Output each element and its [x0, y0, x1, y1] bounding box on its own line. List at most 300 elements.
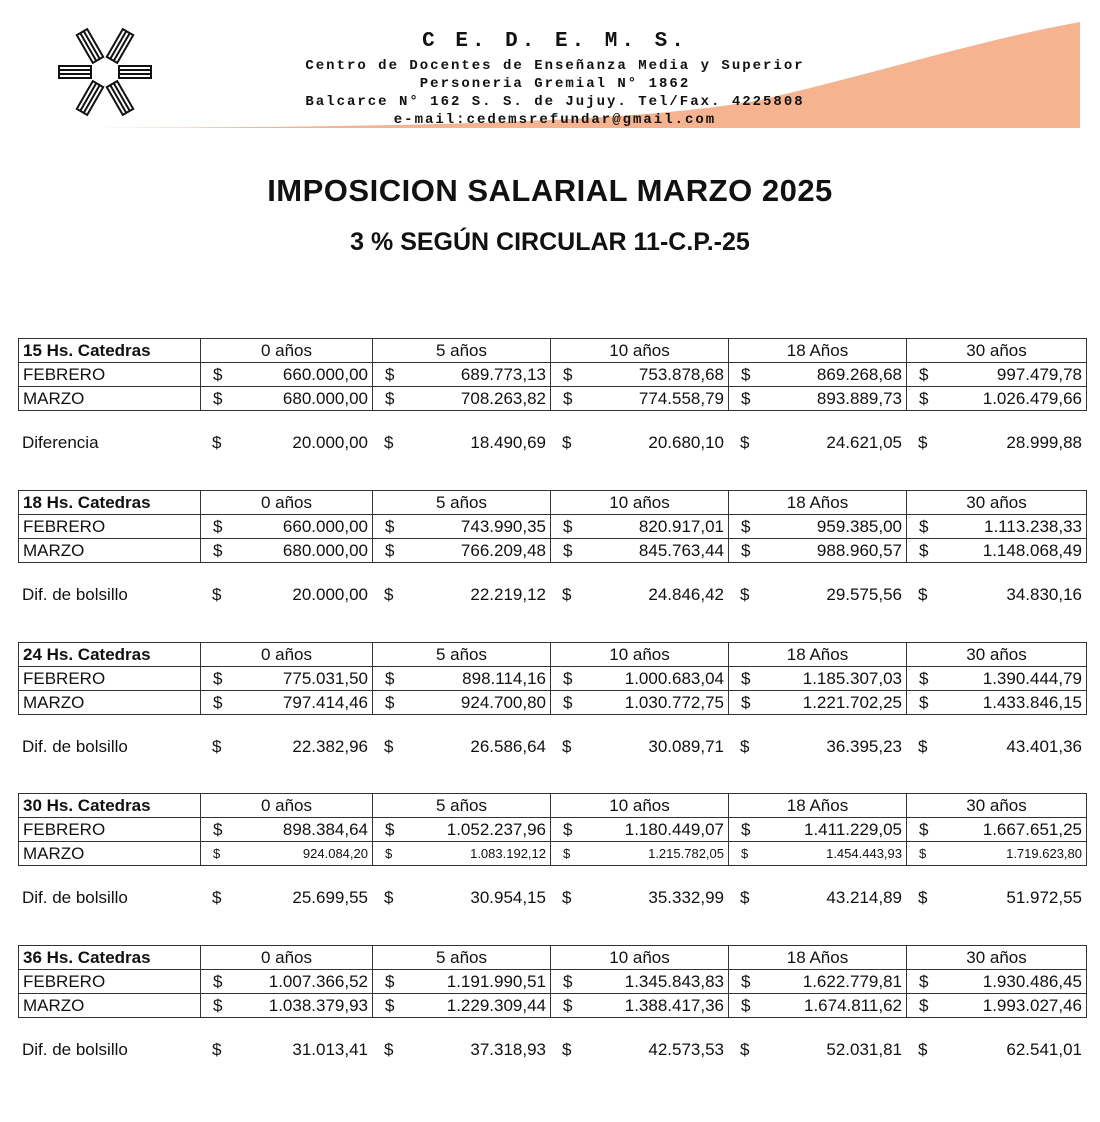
currency-symbol: $ [212, 585, 222, 604]
amount-value: 893.889,73 [816, 389, 902, 408]
difference-row [18, 431, 1086, 455]
difference-cell [906, 583, 1086, 607]
amount-value: 924.700,80 [460, 693, 546, 712]
amount-value: 774.558,79 [638, 389, 724, 408]
difference-value: 42.573,53 [648, 1040, 724, 1059]
currency-symbol: $ [740, 888, 750, 907]
amount-value: 845.763,44 [638, 541, 724, 560]
currency-symbol: $ [740, 433, 750, 452]
amount-cell [373, 970, 551, 994]
currency-symbol: $ [563, 693, 573, 712]
amount-cell [373, 994, 551, 1018]
month-label: FEBRERO [19, 818, 201, 842]
currency-symbol: $ [212, 433, 222, 452]
currency-symbol: $ [213, 996, 223, 1015]
difference-cell [728, 1038, 906, 1062]
currency-symbol: $ [384, 433, 394, 452]
currency-symbol: $ [385, 541, 395, 560]
amount-cell [907, 994, 1087, 1018]
currency-symbol: $ [562, 1040, 572, 1059]
currency-symbol: $ [919, 541, 929, 560]
amount-value: 1.026.479,66 [982, 389, 1082, 408]
amount-value: 775.031,50 [282, 669, 368, 688]
currency-symbol: $ [213, 541, 223, 560]
currency-symbol: $ [740, 737, 750, 756]
difference-label: Diferencia [22, 433, 99, 452]
currency-symbol: $ [385, 972, 395, 991]
currency-symbol: $ [740, 1040, 750, 1059]
years-header: 5 años [373, 643, 551, 667]
amount-cell [907, 515, 1087, 539]
currency-symbol: $ [562, 888, 572, 907]
difference-row [18, 735, 1086, 759]
amount-cell [201, 515, 373, 539]
currency-symbol: $ [919, 365, 929, 384]
salary-section [18, 793, 1086, 910]
month-label: MARZO [19, 842, 201, 866]
currency-symbol: $ [741, 365, 751, 384]
difference-cell [200, 735, 372, 759]
difference-cell [200, 431, 372, 455]
currency-symbol: $ [213, 972, 223, 991]
years-header: 30 años [907, 643, 1087, 667]
currency-symbol: $ [213, 389, 223, 408]
month-label: MARZO [19, 691, 201, 715]
amount-cell [373, 539, 551, 563]
currency-symbol: $ [563, 846, 571, 861]
salary-table [18, 642, 1087, 715]
currency-symbol: $ [212, 737, 222, 756]
difference-cell [550, 886, 728, 910]
table-header-row [19, 339, 1087, 363]
difference-value: 18.490,69 [470, 433, 546, 452]
years-header: 10 años [551, 946, 729, 970]
amount-value: 1.221.702,25 [802, 693, 902, 712]
difference-value: 24.621,05 [826, 433, 902, 452]
amount-value: 898.114,16 [462, 669, 546, 688]
amount-cell [201, 691, 373, 715]
currency-symbol: $ [384, 1040, 394, 1059]
difference-label: Dif. de bolsillo [22, 585, 128, 604]
currency-symbol: $ [213, 820, 223, 839]
table-row [19, 970, 1087, 994]
currency-symbol: $ [563, 541, 573, 560]
org-full-name: Centro de Docentes de Enseñanza Media y Superior [305, 58, 805, 74]
amount-value: 743.990,35 [460, 517, 546, 536]
currency-symbol: $ [385, 820, 395, 839]
amount-value: 680.000,00 [282, 389, 368, 408]
amount-value: 753.878,68 [638, 365, 724, 384]
years-header: 0 años [201, 339, 373, 363]
years-header: 5 años [373, 339, 551, 363]
amount-value: 1.083.192,12 [470, 846, 546, 861]
amount-cell [907, 842, 1087, 866]
month-label: FEBRERO [19, 970, 201, 994]
amount-value: 1.215.782,05 [648, 846, 724, 861]
currency-symbol: $ [918, 585, 928, 604]
years-header: 10 años [551, 339, 729, 363]
difference-row [18, 886, 1086, 910]
amount-cell [551, 842, 729, 866]
years-header: 0 años [201, 643, 373, 667]
currency-symbol: $ [741, 820, 751, 839]
amount-cell [907, 691, 1087, 715]
salary-section [18, 945, 1086, 1062]
difference-value: 43.214,89 [826, 888, 902, 907]
amount-cell [729, 818, 907, 842]
years-header: 18 Años [729, 794, 907, 818]
amount-cell [729, 842, 907, 866]
currency-symbol: $ [563, 820, 573, 839]
amount-value: 1.345.843,83 [624, 972, 724, 991]
amount-cell [729, 667, 907, 691]
years-header: 0 años [201, 946, 373, 970]
years-header: 10 años [551, 491, 729, 515]
currency-symbol: $ [384, 737, 394, 756]
currency-symbol: $ [384, 888, 394, 907]
amount-cell [201, 387, 373, 411]
years-header: 0 años [201, 794, 373, 818]
amount-value: 689.773,13 [460, 365, 546, 384]
amount-cell [373, 515, 551, 539]
difference-cell [372, 1038, 550, 1062]
difference-row [18, 583, 1086, 607]
amount-value: 924.084,20 [302, 846, 368, 861]
years-header: 5 años [373, 794, 551, 818]
currency-symbol: $ [919, 972, 929, 991]
currency-symbol: $ [213, 517, 223, 536]
amount-cell [907, 818, 1087, 842]
amount-value: 1.000.683,04 [624, 669, 724, 688]
difference-cell [728, 886, 906, 910]
currency-symbol: $ [213, 669, 223, 688]
difference-cell [200, 583, 372, 607]
amount-value: 1.719.623,80 [1006, 846, 1082, 861]
amount-value: 1.052.237,96 [446, 820, 546, 839]
difference-value: 51.972,55 [1006, 888, 1082, 907]
amount-cell [201, 363, 373, 387]
amount-cell [907, 363, 1087, 387]
currency-symbol: $ [919, 389, 929, 408]
amount-value: 1.185.307,03 [802, 669, 902, 688]
amount-cell [551, 387, 729, 411]
difference-row [18, 1038, 1086, 1062]
amount-value: 997.479,78 [996, 365, 1082, 384]
section-label: 18 Hs. Catedras [19, 491, 201, 515]
amount-cell [201, 842, 373, 866]
month-label: MARZO [19, 539, 201, 563]
amount-cell [201, 539, 373, 563]
amount-value: 708.263,82 [460, 389, 546, 408]
table-header-row [19, 491, 1087, 515]
difference-cell [372, 886, 550, 910]
section-label: 24 Hs. Catedras [19, 643, 201, 667]
difference-value: 20.000,00 [292, 433, 368, 452]
currency-symbol: $ [212, 1040, 222, 1059]
difference-value: 24.846,42 [648, 585, 724, 604]
difference-table [18, 431, 1086, 455]
table-header-row [19, 946, 1087, 970]
currency-symbol: $ [741, 669, 751, 688]
currency-symbol: $ [563, 972, 573, 991]
amount-value: 869.268,68 [816, 365, 902, 384]
month-label: MARZO [19, 994, 201, 1018]
currency-symbol: $ [741, 846, 749, 861]
amount-value: 797.414,46 [282, 693, 368, 712]
amount-value: 1.007.366,52 [268, 972, 368, 991]
currency-symbol: $ [741, 972, 751, 991]
currency-symbol: $ [741, 693, 751, 712]
amount-value: 1.388.417,36 [624, 996, 724, 1015]
month-label: MARZO [19, 387, 201, 411]
currency-symbol: $ [563, 389, 573, 408]
salary-table [18, 793, 1087, 866]
difference-value: 30.954,15 [470, 888, 546, 907]
difference-value: 43.401,36 [1006, 737, 1082, 756]
currency-symbol: $ [918, 1040, 928, 1059]
amount-value: 1.030.772,75 [624, 693, 724, 712]
difference-cell [550, 735, 728, 759]
amount-cell [729, 387, 907, 411]
table-row [19, 363, 1087, 387]
difference-cell [372, 735, 550, 759]
org-email: e-mail:cedemsrefundar@gmail.com [393, 112, 717, 128]
years-header: 18 Años [729, 946, 907, 970]
amount-value: 1.038.379,93 [268, 996, 368, 1015]
table-row [19, 994, 1087, 1018]
difference-cell [550, 583, 728, 607]
amount-value: 1.113.238,33 [984, 517, 1082, 536]
amount-cell [907, 387, 1087, 411]
currency-symbol: $ [563, 517, 573, 536]
salary-table [18, 490, 1087, 563]
years-header: 30 años [907, 491, 1087, 515]
currency-symbol: $ [213, 846, 221, 861]
currency-symbol: $ [385, 389, 395, 408]
difference-value: 26.586,64 [470, 737, 546, 756]
amount-value: 988.960,57 [816, 541, 902, 560]
difference-value: 28.999,88 [1006, 433, 1082, 452]
currency-symbol: $ [918, 433, 928, 452]
difference-value: 36.395,23 [826, 737, 902, 756]
amount-cell [373, 387, 551, 411]
amount-value: 1.454.443,93 [826, 846, 902, 861]
years-header: 5 años [373, 946, 551, 970]
amount-value: 959.385,00 [816, 517, 902, 536]
currency-symbol: $ [385, 669, 395, 688]
years-header: 30 años [907, 339, 1087, 363]
currency-symbol: $ [919, 693, 929, 712]
amount-cell [373, 667, 551, 691]
amount-cell [551, 363, 729, 387]
amount-value: 1.674.811,62 [804, 996, 902, 1015]
difference-value: 37.318,93 [470, 1040, 546, 1059]
amount-cell [373, 818, 551, 842]
table-row [19, 667, 1087, 691]
amount-cell [551, 515, 729, 539]
amount-cell [551, 994, 729, 1018]
currency-symbol: $ [385, 846, 393, 861]
years-header: 10 años [551, 643, 729, 667]
years-header: 0 años [201, 491, 373, 515]
years-header: 18 Años [729, 491, 907, 515]
currency-symbol: $ [562, 433, 572, 452]
document-subtitle: 3 % SEGÚN CIRCULAR 11-C.P.-25 [350, 228, 750, 256]
difference-label: Dif. de bolsillo [22, 737, 128, 756]
difference-value: 22.382,96 [292, 737, 368, 756]
amount-cell [729, 691, 907, 715]
difference-value: 52.031,81 [826, 1040, 902, 1059]
currency-symbol: $ [563, 669, 573, 688]
table-row [19, 842, 1087, 866]
difference-value: 30.089,71 [648, 737, 724, 756]
amount-value: 1.433.846,15 [982, 693, 1082, 712]
table-row [19, 691, 1087, 715]
amount-value: 898.384,64 [282, 820, 368, 839]
amount-value: 1.390.444,79 [982, 669, 1082, 688]
amount-value: 1.993.027,46 [982, 996, 1082, 1015]
amount-cell [201, 818, 373, 842]
difference-value: 34.830,16 [1006, 585, 1082, 604]
month-label: FEBRERO [19, 515, 201, 539]
currency-symbol: $ [562, 585, 572, 604]
table-row [19, 818, 1087, 842]
currency-symbol: $ [212, 888, 222, 907]
difference-table [18, 1038, 1086, 1062]
month-label: FEBRERO [19, 667, 201, 691]
amount-value: 1.411.229,05 [804, 820, 902, 839]
salary-section [18, 642, 1086, 759]
currency-symbol: $ [741, 389, 751, 408]
currency-symbol: $ [919, 517, 929, 536]
amount-cell [907, 667, 1087, 691]
difference-cell [728, 735, 906, 759]
amount-cell [551, 667, 729, 691]
difference-table [18, 583, 1086, 607]
table-row [19, 387, 1087, 411]
amount-value: 660.000,00 [282, 517, 368, 536]
difference-table [18, 735, 1086, 759]
pencils-star-icon [50, 22, 160, 122]
difference-cell [550, 431, 728, 455]
amount-value: 1.667.651,25 [982, 820, 1082, 839]
difference-cell [906, 886, 1086, 910]
salary-table [18, 338, 1087, 411]
years-header: 30 años [907, 946, 1087, 970]
table-row [19, 539, 1087, 563]
difference-value: 31.013,41 [292, 1040, 368, 1059]
amount-cell [551, 691, 729, 715]
difference-value: 35.332,99 [648, 888, 724, 907]
amount-value: 766.209,48 [460, 541, 546, 560]
difference-cell [550, 1038, 728, 1062]
difference-label: Dif. de bolsillo [22, 1040, 128, 1059]
difference-value: 62.541,01 [1006, 1040, 1082, 1059]
amount-cell [729, 994, 907, 1018]
amount-cell [201, 994, 373, 1018]
org-address: Balcarce N° 162 S. S. de Jujuy. Tel/Fax. 4225808 [305, 94, 805, 110]
table-row [19, 515, 1087, 539]
difference-value: 29.575,56 [826, 585, 902, 604]
currency-symbol: $ [741, 996, 751, 1015]
amount-cell [551, 970, 729, 994]
currency-symbol: $ [740, 585, 750, 604]
section-label: 30 Hs. Catedras [19, 794, 201, 818]
difference-cell [906, 1038, 1086, 1062]
years-header: 18 Años [729, 339, 907, 363]
currency-symbol: $ [563, 365, 573, 384]
years-header: 18 Años [729, 643, 907, 667]
amount-cell [907, 970, 1087, 994]
difference-cell [906, 735, 1086, 759]
years-header: 10 años [551, 794, 729, 818]
salary-section [18, 490, 1086, 607]
amount-cell [907, 539, 1087, 563]
amount-value: 1.622.779,81 [802, 972, 902, 991]
difference-cell [200, 1038, 372, 1062]
table-header-row [19, 643, 1087, 667]
amount-cell [201, 667, 373, 691]
currency-symbol: $ [385, 365, 395, 384]
amount-value: 1.191.990,51 [446, 972, 546, 991]
currency-symbol: $ [385, 996, 395, 1015]
amount-value: 1.148.068,49 [982, 541, 1082, 560]
amount-value: 660.000,00 [282, 365, 368, 384]
currency-symbol: $ [213, 365, 223, 384]
currency-symbol: $ [384, 585, 394, 604]
amount-cell [551, 539, 729, 563]
amount-value: 680.000,00 [282, 541, 368, 560]
amount-cell [729, 363, 907, 387]
amount-value: 1.930.486,45 [982, 972, 1082, 991]
difference-cell [728, 583, 906, 607]
difference-cell [906, 431, 1086, 455]
difference-cell [728, 431, 906, 455]
difference-cell [372, 583, 550, 607]
difference-cell [372, 431, 550, 455]
difference-label: Dif. de bolsillo [22, 888, 128, 907]
org-registration: Personeria Gremial N° 1862 [419, 76, 691, 92]
currency-symbol: $ [213, 693, 223, 712]
currency-symbol: $ [919, 996, 929, 1015]
amount-cell [729, 515, 907, 539]
years-header: 5 años [373, 491, 551, 515]
difference-value: 20.000,00 [292, 585, 368, 604]
amount-cell [373, 842, 551, 866]
difference-value: 20.680,10 [648, 433, 724, 452]
amount-cell [551, 818, 729, 842]
currency-symbol: $ [919, 669, 929, 688]
currency-symbol: $ [918, 737, 928, 756]
currency-symbol: $ [563, 996, 573, 1015]
currency-symbol: $ [562, 737, 572, 756]
section-label: 36 Hs. Catedras [19, 946, 201, 970]
letterhead [0, 0, 1100, 140]
years-header: 30 años [907, 794, 1087, 818]
document-title: IMPOSICION SALARIAL MARZO 2025 [267, 173, 833, 208]
amount-cell [729, 970, 907, 994]
amount-cell [373, 691, 551, 715]
section-label: 15 Hs. Catedras [19, 339, 201, 363]
amount-value: 1.229.309,44 [446, 996, 546, 1015]
difference-value: 22.219,12 [470, 585, 546, 604]
difference-table [18, 886, 1086, 910]
difference-cell [200, 886, 372, 910]
salary-table [18, 945, 1087, 1018]
currency-symbol: $ [741, 517, 751, 536]
amount-cell [201, 970, 373, 994]
salary-section [18, 338, 1086, 455]
